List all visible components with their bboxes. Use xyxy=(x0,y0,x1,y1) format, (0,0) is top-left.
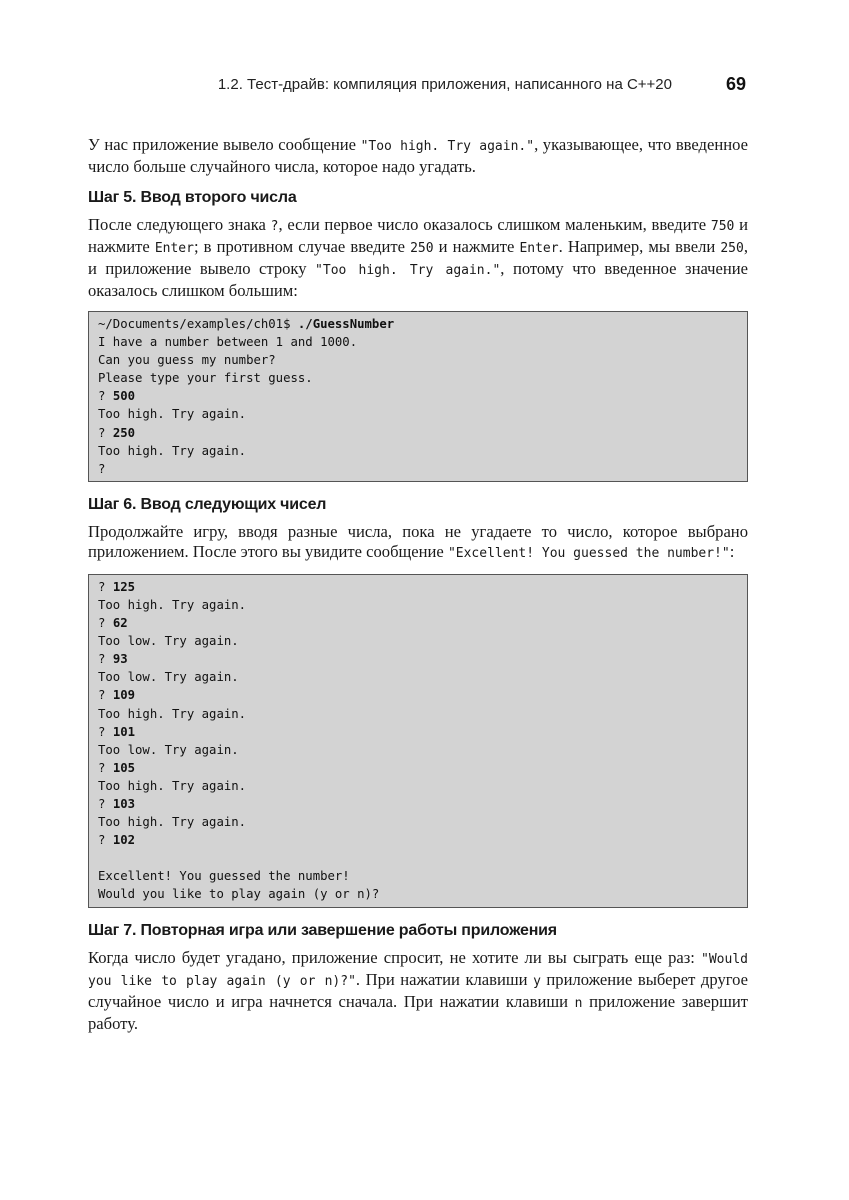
code-line: ? 93 xyxy=(98,652,128,667)
inline-code: y xyxy=(533,973,541,989)
intro-paragraph xyxy=(88,135,748,177)
code-line xyxy=(98,849,738,867)
text-run: , и приложение вывело строку xyxy=(88,237,748,278)
text-run: После следующего знака xyxy=(88,215,271,234)
code-line: Can you guess my number? xyxy=(98,353,276,368)
running-header xyxy=(88,74,748,100)
inline-code: 250 xyxy=(410,241,434,256)
text-run: , потому что введенное значение оказалось слишком большим: xyxy=(88,259,749,300)
text-run: : xyxy=(729,541,735,561)
code-line: Too high. Try again. xyxy=(98,443,247,458)
inline-code: Enter xyxy=(519,241,559,256)
text-run: , если первое число оказалось слишком маленьким, введите xyxy=(278,215,711,234)
inline-code: 750 xyxy=(710,219,735,234)
code-line: Too low. Try again. xyxy=(98,634,239,649)
inline-code: "Too high. Try again." xyxy=(360,139,535,154)
code-line: ? 103 xyxy=(98,796,136,811)
terminal-output-step6 xyxy=(88,574,748,908)
text-run: и нажмите xyxy=(433,237,520,256)
code-line: ~/Documents/examples/ch01$ ./GuessNumber xyxy=(98,317,395,331)
inline-code: Enter xyxy=(154,241,194,256)
code-line: Too high. Try again. xyxy=(98,407,247,422)
inline-code: "Would you like to play again (y or n)?" xyxy=(88,951,748,989)
code-line: I have a number between 1 and 1000. xyxy=(98,335,358,350)
text-run: ; в противном случае введите xyxy=(193,237,411,256)
code-line: ? 102 xyxy=(98,833,136,848)
step5-paragraph xyxy=(88,215,748,301)
code-line: Excellent! You guessed the number! xyxy=(98,869,350,884)
running-header-title: 1.2. Тест-драйв: компиляция приложения, написанного на C++20 xyxy=(217,76,672,93)
terminal-output-step5 xyxy=(88,311,748,482)
text-run: Продолжайте игру, вводя разные числа, пока не угадаете то число, которое выбрано приложением. После этого вы увидите сообщение xyxy=(88,521,748,561)
text-run: , указывающее, что введенное число больше случайного числа, которое надо угадать. xyxy=(88,135,748,176)
code-line: ? 250 xyxy=(98,425,136,440)
text-run: Когда число будет угадано, приложение спросит, не хотите ли вы сыграть еще раз: xyxy=(88,947,702,967)
inline-code: "Excellent! You guessed the number!" xyxy=(447,545,730,561)
step5-heading: Шаг 5. Ввод второго числа xyxy=(88,189,297,206)
code-line: ? 125 xyxy=(98,579,136,594)
code-line: Too high. Try again. xyxy=(98,815,247,830)
code-line: ? 500 xyxy=(98,389,136,404)
text-run: и нажмите xyxy=(88,215,748,256)
text-run: приложение выберет другое случайное число и игра начнется сначала. При нажатии клавиши xyxy=(88,969,748,1011)
step6-paragraph xyxy=(88,522,748,564)
text-run: приложение завершит работу. xyxy=(88,991,748,1033)
text-run: . Например, мы ввели xyxy=(558,237,721,256)
inline-code: ? xyxy=(270,219,279,234)
text-run: У нас приложение вывело сообщение xyxy=(88,135,361,154)
text-run: . При нажатии клавиши xyxy=(355,969,534,989)
page-number: 69 xyxy=(725,74,746,94)
inline-code: 250 xyxy=(720,241,744,256)
step7-heading: Шаг 7. Повторная игра или завершение работы приложения xyxy=(88,921,557,939)
code-line: Too high. Try again. xyxy=(98,706,247,721)
inline-code: n xyxy=(574,995,583,1011)
step7-paragraph xyxy=(88,948,748,1034)
code-line: Too high. Try again. xyxy=(98,597,247,612)
code-line: ? xyxy=(98,461,106,476)
code-line: Please type your first guess. xyxy=(98,371,313,386)
code-line: Too low. Try again. xyxy=(98,670,239,685)
code-line: ? 105 xyxy=(98,760,136,775)
code-line: ? 101 xyxy=(98,724,136,739)
inline-code: "Too high. Try again." xyxy=(315,263,501,278)
code-line: Too low. Try again. xyxy=(98,742,239,757)
code-line: ? 109 xyxy=(98,688,136,703)
code-line: Would you like to play again (y or n)? xyxy=(98,887,380,902)
code-line: ? 62 xyxy=(98,616,128,631)
code-line: Too high. Try again. xyxy=(98,778,247,793)
page-content xyxy=(88,135,748,1034)
step6-heading: Шаг 6. Ввод следующих чисел xyxy=(88,495,327,513)
